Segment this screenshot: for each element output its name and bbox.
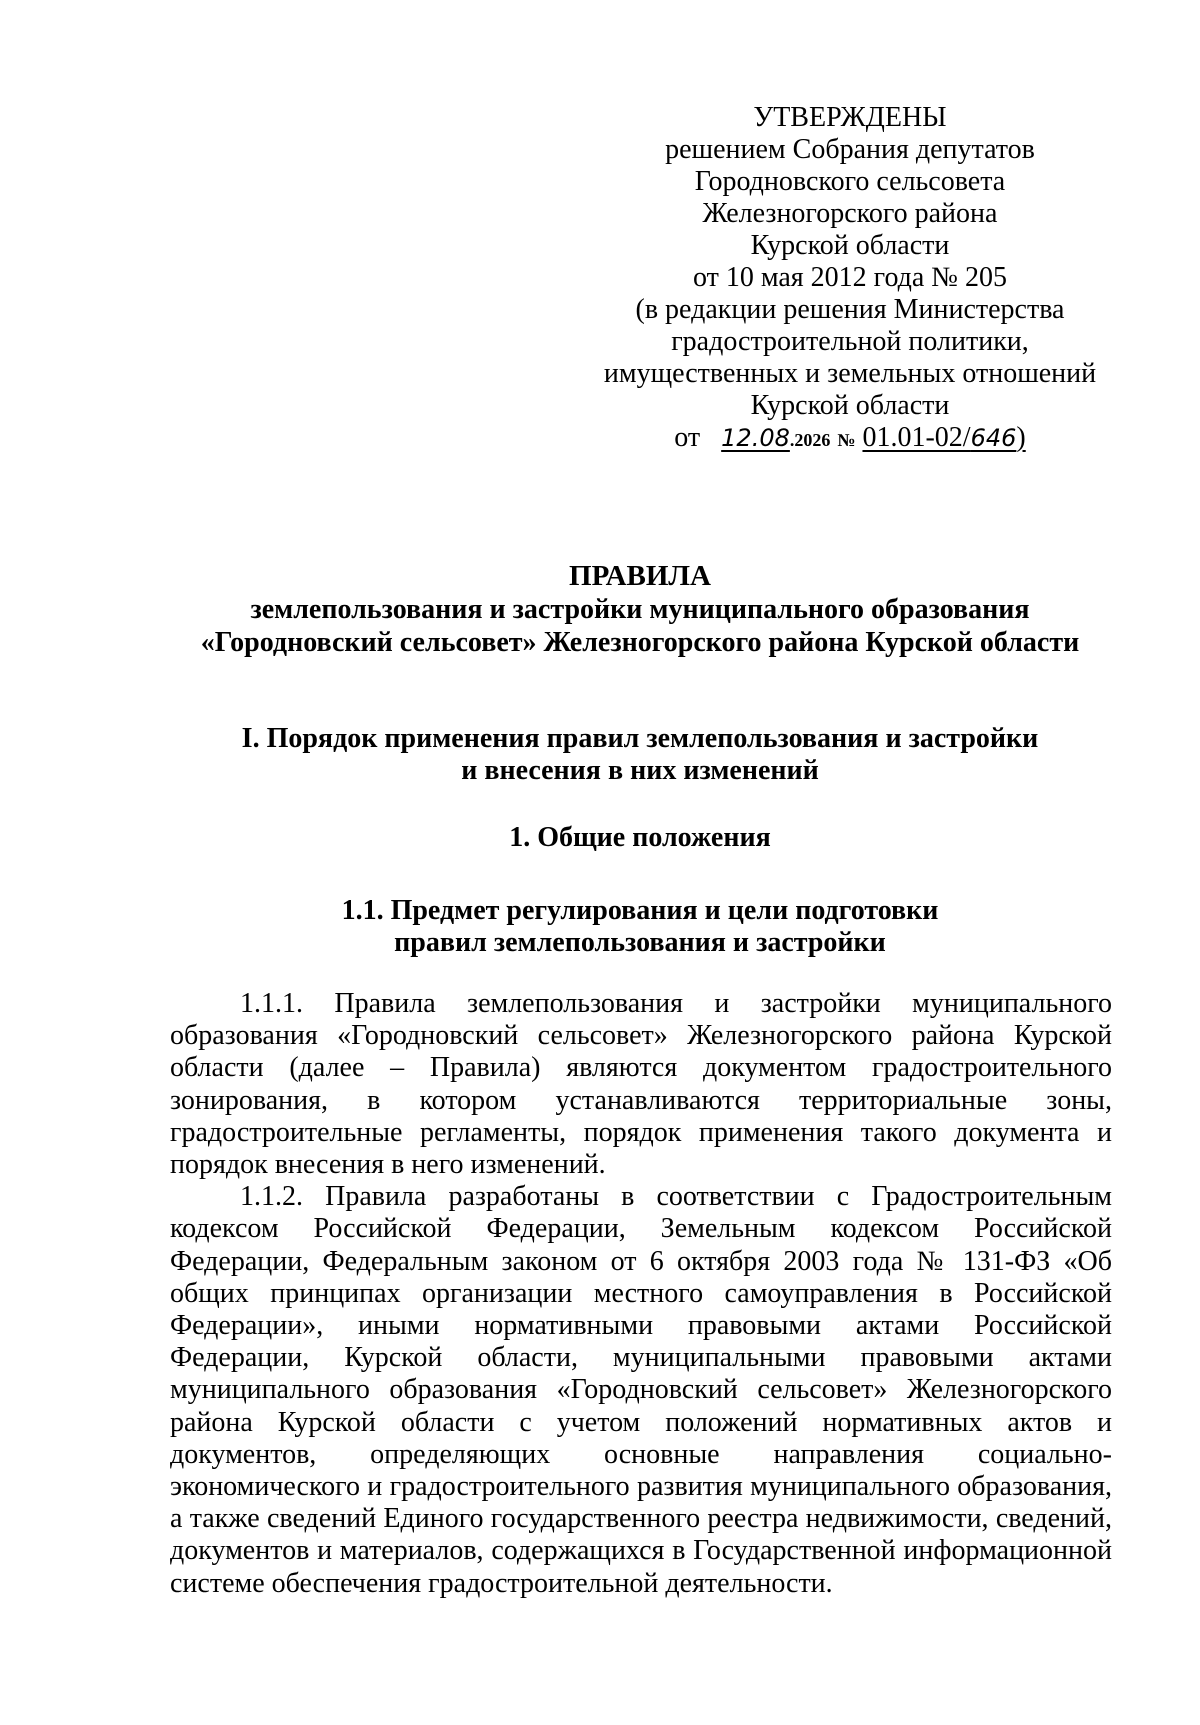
paragraph-1-1-2: 1.1.2. Правила разработаны в соответствии с Градостроительным кодексом Российской Федерации, Земельным кодексом Российской Федерации, Федеральным законом от 6 октября 2003 года № 131-ФЗ «Об общих принципах организации местного самоуправления в Российской Федерации», иными нормативными правовыми актами Российской Федерации, Курской области, муниципальными правовыми актами муниципального образования «Городновский сельсовет» Железногорского района Курской области с учетом положений нормативных актов и документов, определяющих основные направления социально-экономического и градостроительного развития муниципального образования, а также сведений Единого государственного реестра недвижимости, сведений, документов и материалов, содержащихся в Государственной информационной системе обеспечения градостроительной деятельности. — [170, 1181, 1112, 1599]
approval-line: решением Собрания депутатов — [665, 134, 1035, 165]
approval-line: имущественных и земельных отношений — [603, 358, 1097, 389]
approval-line: Курской области — [750, 390, 950, 421]
approval-line: Железногорского района — [702, 198, 998, 229]
approval-line: Курской области — [750, 230, 950, 261]
handwritten-date: 12.08 — [721, 424, 790, 452]
approval-line: градостроительной политики, — [671, 326, 1029, 357]
date-prefix: от — [674, 422, 701, 453]
title-main: ПРАВИЛА — [569, 560, 711, 592]
handwritten-number: 646 — [970, 424, 1017, 452]
title-line-2: «Городновский сельсовет» Железногорского района Курской области — [200, 627, 1080, 658]
number-sign: № — [837, 430, 856, 450]
paragraph-1-1-1: 1.1.1. Правила землепользования и застройки муниципального образования «Городновский сельсовет» Железногорского района Курской области (далее – Правила) являются документом градостроительного зонирования, в котором устанавливаются территориальные зоны, градостроительные регламенты, порядок применения такого документа и порядок внесения в него изменений. — [170, 988, 1112, 1181]
subsection-heading — [170, 895, 1110, 959]
chapter-title: 1. Общие положения — [509, 822, 771, 853]
section-heading — [170, 723, 1110, 787]
approval-line: от 10 мая 2012 года № 205 — [692, 262, 1008, 293]
body-text — [170, 988, 1112, 1600]
section-heading-line-1: I. Порядок применения правил землепользования и застройки — [241, 723, 1039, 754]
closing-bracket: ) — [1016, 422, 1026, 453]
approval-line: Городновского сельсовета — [694, 166, 1006, 197]
approval-block — [585, 102, 1115, 456]
chapter-heading — [170, 822, 1110, 854]
approval-heading: УТВЕРЖДЕНЫ — [753, 102, 947, 133]
subsection-heading-line-1: 1.1. Предмет регулирования и цели подготовки — [341, 895, 939, 926]
subsection-heading-line-2: правил землепользования и застройки — [394, 927, 886, 958]
document-number: 01.01-02/ — [862, 422, 971, 453]
amendment-date-line — [585, 422, 1115, 456]
section-heading-line-2: и внесения в них изменений — [461, 755, 819, 786]
title-line-1: землепользования и застройки муниципального образования — [250, 594, 1030, 625]
document-title — [170, 560, 1110, 659]
approval-line: (в редакции решения Министерства — [635, 294, 1065, 325]
date-year: .2026 — [789, 430, 831, 450]
